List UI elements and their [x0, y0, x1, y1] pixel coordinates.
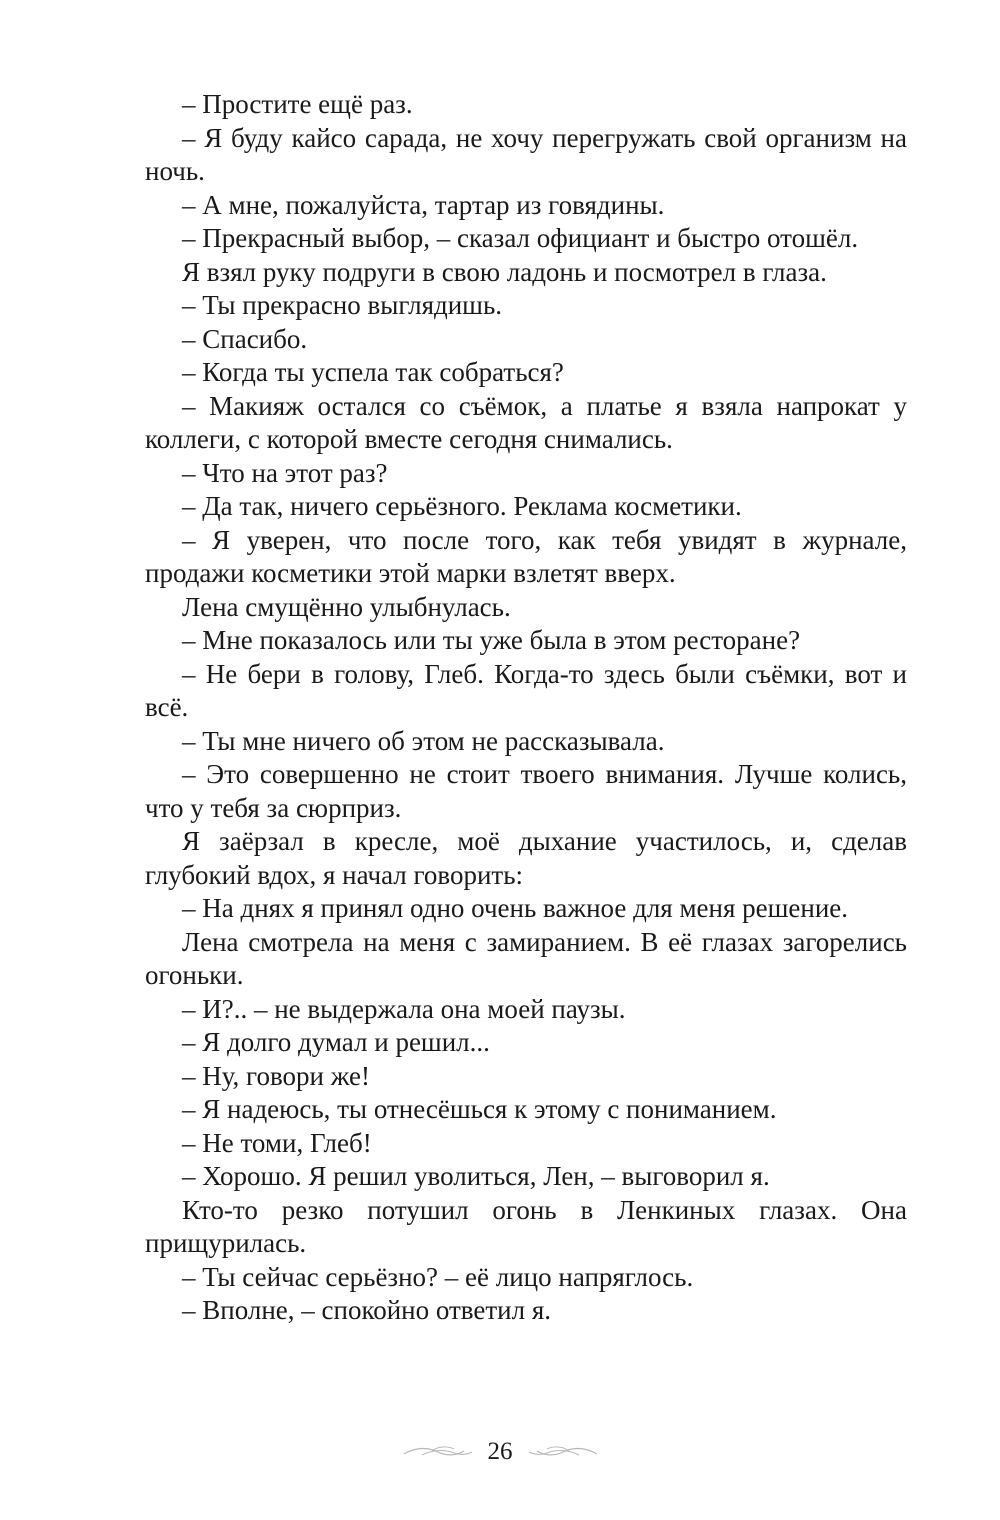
paragraph: – Вполне, – спокойно ответил я.	[182, 1295, 551, 1325]
right-flourish-icon	[527, 1443, 599, 1461]
paragraph: – А мне, пожалуйста, тартар из говядины.	[182, 189, 665, 220]
paragraph: Я взял руку подруги в свою ладонь и посмотрел в глаза.	[182, 256, 827, 287]
paragraph: – Ты прекрасно выглядишь.	[182, 290, 503, 320]
paragraph: – Мне показалось или ты уже была в этом ресторане?	[182, 625, 801, 655]
left-flourish-icon	[402, 1443, 474, 1461]
paragraph: – Макияж остался со съёмок, а платье я взяла напрокат у коллеги, с которой вместе сегодня снимались.	[145, 390, 907, 454]
paragraph: – И?.. – не выдержала она моей паузы.	[182, 993, 626, 1024]
paragraph: – Ты сейчас серьёзно? – её лицо напряглось.	[182, 1261, 694, 1292]
paragraph: – Спасибо.	[182, 323, 308, 354]
paragraph: – Хорошо. Я решил уволиться, Лен, – выговорил я.	[182, 1161, 770, 1191]
paragraph: – Я уверен, что после того, как тебя увидят в журнале, продажи косметики этой марки взлетят вверх.	[145, 524, 907, 588]
paragraph: – Когда ты успела так собраться?	[182, 357, 564, 387]
paragraph: – Не томи, Глеб!	[182, 1127, 372, 1158]
page-footer	[0, 1432, 1000, 1472]
paragraph: – Что на этот раз?	[182, 457, 388, 488]
paragraph: – Простите ещё раз.	[182, 89, 413, 119]
paragraph: – Ну, говори же!	[182, 1060, 370, 1091]
paragraph: – Я долго думал и решил...	[182, 1027, 490, 1057]
paragraph: Я заёрзал в кресле, моё дыхание участилось, и, сделав глубокий вдох, я начал говорить:	[145, 826, 907, 890]
paragraph: – Ты мне ничего об этом не рассказывала.	[182, 725, 665, 756]
paragraph: Лена смотрела на меня с замиранием. В её глазах загорелись огоньки.	[145, 926, 907, 990]
paragraph: – Это совершенно не стоит твоего внимания. Лучше колись, что у тебя за сюрприз.	[145, 759, 907, 823]
paragraph: – Да так, ничего серьёзного. Реклама косметики.	[182, 491, 742, 521]
paragraph: – Прекрасный выбор, – сказал официант и быстро отошёл.	[182, 223, 859, 253]
paragraph: – Не бери в голову, Глеб. Когда-то здесь были съёмки, вот и всё.	[145, 658, 907, 722]
paragraph: Лена смущённо улыбнулась.	[182, 591, 511, 622]
page-number: 26	[487, 1438, 513, 1465]
page-body	[145, 88, 907, 1328]
paragraph: Кто-то резко потушил огонь в Ленкиных глазах. Она прищурилась.	[145, 1194, 907, 1258]
paragraph: – Я надеюсь, ты отнесёшься к этому с пониманием.	[182, 1094, 777, 1124]
paragraph: – Я буду кайсо сарада, не хочу перегружать свой организм на ночь.	[145, 122, 907, 186]
paragraph: – На днях я принял одно очень важное для меня решение.	[182, 893, 849, 923]
